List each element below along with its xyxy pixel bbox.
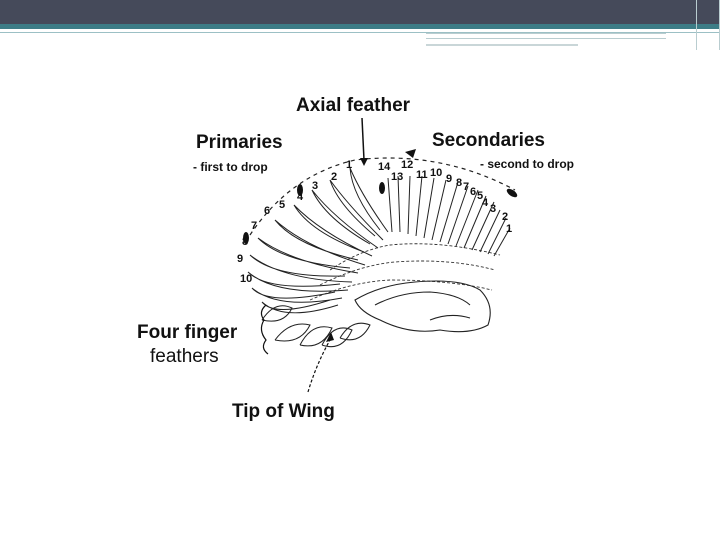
tip-pointer-line — [308, 340, 330, 392]
axial-feather-label: Axial feather — [296, 95, 411, 116]
secondary-num: 10 — [430, 167, 443, 179]
secondaries-label: Secondaries — [432, 130, 545, 151]
primary-marker-3 — [379, 182, 385, 194]
finger-feathers — [262, 306, 370, 347]
primary-num: 6 — [264, 205, 271, 217]
primary-num: 4 — [297, 191, 304, 203]
secondary-marker — [505, 187, 518, 199]
primary-num: 8 — [242, 236, 249, 248]
secondary-num: 7 — [463, 181, 470, 193]
covert-rows — [310, 244, 500, 300]
secondary-num: 14 — [378, 161, 391, 173]
secondary-num: 6 — [470, 186, 477, 198]
secondaries-arrow-head — [405, 149, 416, 158]
primary-num: 2 — [331, 171, 338, 183]
secondary-num: 11 — [416, 169, 428, 181]
feathers-label: feathers — [150, 346, 219, 367]
secondary-num: 2 — [502, 211, 509, 223]
four-finger-label: Four finger — [137, 322, 238, 343]
secondary-num: 3 — [490, 203, 497, 215]
secondary-num: 4 — [482, 197, 489, 209]
primary-num: 9 — [237, 253, 244, 265]
primary-num: 5 — [279, 199, 286, 211]
primary-num: 7 — [251, 220, 258, 232]
axial-pointer-line — [362, 118, 364, 160]
finger-bracket — [261, 305, 268, 354]
primary-num: 3 — [312, 180, 319, 192]
secondary-num: 13 — [391, 171, 404, 183]
wing-base — [355, 281, 490, 332]
primary-num: 1 — [346, 159, 353, 171]
secondary-num: 9 — [446, 173, 453, 185]
primaries-label: Primaries — [196, 132, 283, 153]
secondary-num: 8 — [456, 177, 463, 189]
secondary-num: 5 — [477, 190, 484, 202]
tip-of-wing-label: Tip of Wing — [232, 401, 335, 422]
secondaries-note: - second to drop — [480, 157, 574, 171]
axial-arrow-head — [360, 158, 368, 166]
secondary-num: 1 — [506, 223, 513, 235]
secondary-num: 12 — [401, 159, 414, 171]
primaries-note: - first to drop — [193, 160, 268, 174]
primary-num: 10 — [240, 273, 253, 285]
